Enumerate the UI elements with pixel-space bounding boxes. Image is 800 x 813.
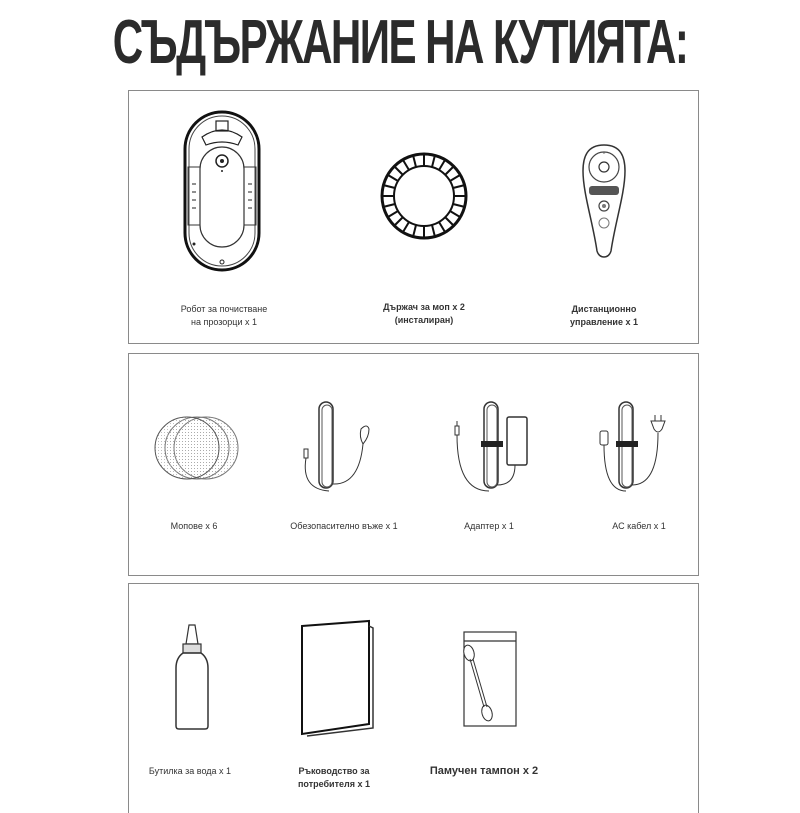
window-robot-icon (182, 109, 262, 274)
user-manual-icon (299, 620, 379, 740)
item-label: Мопове x 6 (170, 521, 218, 531)
item-label: Памучен тампон x 2 (429, 765, 539, 777)
label-line: Държач за моп x 2 (383, 302, 465, 312)
label-line: Ръководство за (298, 766, 370, 776)
adapter-icon (449, 399, 539, 494)
ac-cable-icon (594, 399, 684, 494)
cotton-swab-icon (463, 631, 517, 727)
item-label (149, 303, 299, 329)
section-panel-accessories (128, 353, 699, 576)
safety-rope-icon (289, 399, 379, 494)
section-panel-main-items (128, 90, 699, 344)
label-line: управление x 1 (570, 317, 638, 327)
item-label: АС кабел x 1 (612, 521, 666, 531)
svg-text:^: ^ (602, 152, 606, 158)
item-label: Адаптер x 1 (464, 521, 514, 531)
item-label (534, 303, 674, 329)
label-line: потребителя x 1 (298, 779, 370, 789)
label-line: Робот за почистване (180, 304, 268, 314)
label-line: (инсталиран) (394, 315, 454, 325)
item-label (274, 765, 394, 791)
item-label: Бутилка за вода x 1 (148, 766, 232, 776)
section-panel-extras (128, 583, 699, 813)
mop-holder-ring-icon (379, 151, 469, 241)
item-label (349, 301, 499, 327)
mop-pads-icon (151, 416, 241, 481)
page-title: СЪДЪРЖАНИЕ НА КУТИЯТА: (112, 8, 688, 77)
label-line: на прозорци x 1 (191, 317, 257, 327)
remote-control-icon (581, 143, 627, 263)
label-line: Дистанционно (571, 304, 637, 314)
item-label: Обезопасително въже x 1 (290, 521, 398, 531)
water-bottle-icon (175, 622, 209, 732)
